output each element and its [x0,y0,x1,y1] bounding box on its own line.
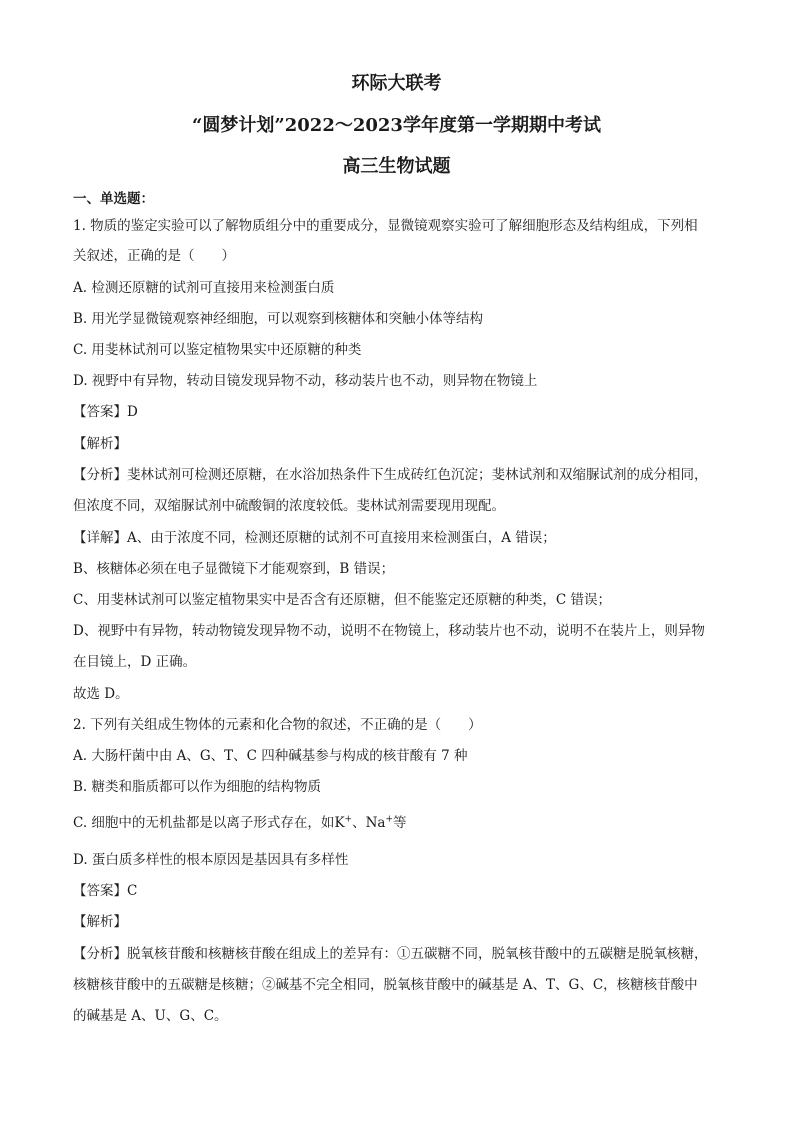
q2-analysis-label: 【解析】 [73,914,127,930]
q2-option-b: B. 糖类和脂质都可以作为细胞的结构物质 [73,779,322,795]
q2-fenxi-line2: 核糖核苷酸中的五碳糖是核糖；②碱基不完全相同，脱氧核苷酸中的碱基是 A、T、G、C，核糖核苷酸中 [73,977,698,993]
q2-fenxi-line3: 的碱基是 A、U、G、C。 [73,1008,228,1024]
q1-option-d: D. 视野中有异物，转动目镜发现异物不动，移动装片也不动，则异物在物镜上 [73,373,538,389]
q1-option-a: A. 检测还原糖的试剂可直接用来检测蛋白质 [73,280,335,296]
q1-conclusion: 故选 D。 [73,686,129,702]
q1-analysis-label: 【解析】 [73,436,127,452]
ion-separator: 、 [352,815,366,831]
q1-xiangjie-line4: D、视野中有异物，转动物镜发现异物不动，说明不在物镜上，移动装片也不动，说明不在装片上，则异物 [73,623,705,639]
exam-title-plan: “圆梦计划”2022～2023学年度第一学期期中考试 [192,115,601,136]
q1-stem-line2: 关叙述，正确的是（ ） [73,248,235,264]
q2-option-a: A. 大肠杆菌中由 A、G、T、C 四种碱基参与构成的核苷酸有 7 种 [73,748,468,764]
ion-potassium: K [334,815,345,831]
q1-option-c: C. 用斐林试剂可以鉴定植物果实中还原糖的种类 [73,342,362,358]
q1-xiangjie-line2: B、核糖体必须在电子显微镜下才能观察到，B 错误； [73,561,395,577]
ion-sodium-charge: + [385,814,393,825]
q1-xiangjie-line5: 在目镜上，D 正确。 [73,654,197,670]
q2-option-c-text: C. 细胞中的无机盐都是以离子形式存在，如 [73,815,335,831]
q1-fenxi-line1: 【分析】斐林试剂可检测还原糖，在水浴加热条件下生成砖红色沉淀；斐林试剂和双缩脲试剂的成分相同， [73,467,708,483]
exam-title-union: 环际大联考 [351,73,442,94]
q1-answer: 【答案】D [73,404,138,420]
ion-potassium-charge: + [344,814,353,825]
q2-fenxi-line1: 【分析】脱氧核苷酸和核糖核苷酸在组成上的差异有：①五碳糖不同，脱氧核苷酸中的五碳糖是脱氧核糖， [73,946,708,962]
q2-option-c-suffix: 等 [393,815,407,831]
q2-stem: 2. 下列有关组成生物体的元素和化合物的叙述，不正确的是（ ） [73,717,482,733]
q1-stem-line1: 1. 物质的鉴定实验可以了解物质组分中的重要成分，显微镜观察实验可了解细胞形态及结构组成，下列相 [73,218,698,234]
exam-title-subject: 高三生物试题 [342,156,451,177]
q1-fenxi-line2: 但浓度不同，双缩脲试剂中硫酸铜的浓度较低。斐林试剂需要现用现配。 [73,498,505,514]
q1-option-b: B. 用光学显微镜观察神经细胞，可以观察到核糖体和突触小体等结构 [73,311,484,327]
q1-xiangjie-line3: C、用斐林试剂可以鉴定植物果实中是否含有还原糖，但不能鉴定还原糖的种类，C 错误； [73,592,611,608]
q2-option-d: D. 蛋白质多样性的根本原因是基因具有多样性 [73,852,349,868]
q1-xiangjie-line1: 【详解】A、由于浓度不同，检测还原糖的试剂不可直接用来检测蛋白，A 错误； [73,530,556,546]
section-heading: 一、单选题： [73,191,154,207]
q2-answer: 【答案】C [73,883,138,899]
q2-option-c [73,813,733,833]
ion-sodium: Na [365,815,386,831]
